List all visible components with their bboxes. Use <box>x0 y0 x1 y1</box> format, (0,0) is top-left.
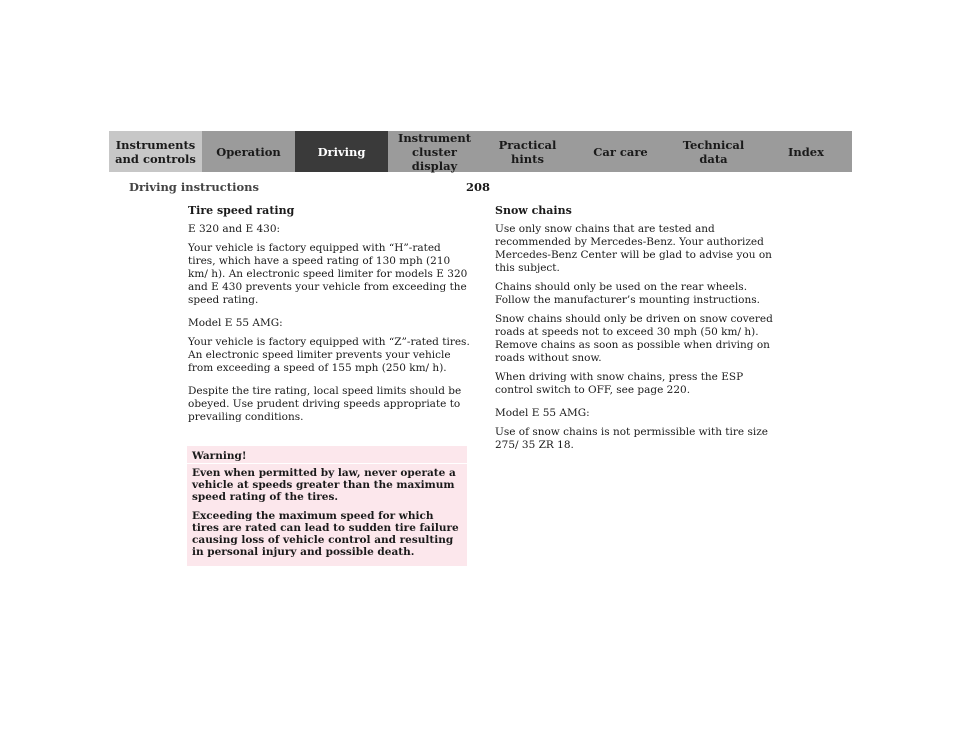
tab-index[interactable] <box>760 131 852 172</box>
tab-label: Technical data <box>682 137 745 166</box>
tab-practical-hints[interactable] <box>481 131 574 172</box>
left-column <box>188 204 470 430</box>
page-number: 208 <box>466 180 491 194</box>
paragraph: When driving with snow chains, press the ESP control switch to OFF, see page 220. <box>495 371 744 396</box>
warning-paragraph: Exceeding the maximum speed for which tires are rated can lead to sudden tire failure causing loss of vehicle control and resulting in personal injury and possible death. <box>192 510 459 558</box>
paragraph: Chains should only be used on the rear wheels. Follow the manufacturer’s mounting instructions. <box>495 281 760 306</box>
tab-label: Instrument cluster display <box>397 130 472 173</box>
tab-technical-data[interactable] <box>667 131 760 172</box>
tab-label: Operation <box>216 144 281 159</box>
paragraph: Model E 55 AMG: <box>188 317 283 329</box>
tab-car-care[interactable] <box>574 131 667 172</box>
paragraph: Your vehicle is factory equipped with “Z”-rated tires. An electronic speed limiter prevents your vehicle from exceeding a speed of 155 mph (250 km/ h). <box>188 336 470 374</box>
section-title: Driving instructions <box>129 180 259 194</box>
tab-instrument-cluster-display[interactable] <box>388 131 481 172</box>
tire-speed-heading: Tire speed rating <box>188 204 295 217</box>
tab-instruments-and-controls[interactable] <box>109 131 202 172</box>
warning-title: Warning! <box>192 450 247 462</box>
paragraph: Model E 55 AMG: <box>495 407 590 419</box>
paragraph: Use of snow chains is not permissible with tire size 275/ 35 ZR 18. <box>495 426 768 451</box>
warning-box <box>187 446 467 566</box>
tab-driving[interactable] <box>295 131 388 172</box>
snow-chains-heading: Snow chains <box>495 204 572 217</box>
warning-paragraph: Even when permitted by law, never operate a vehicle at speeds greater than the maximum speed rating of the tires. <box>192 467 456 503</box>
paragraph: Snow chains should only be driven on snow covered roads at speeds not to exceed 30 mph (50 km/ h). Remove chains as soon as possible when driving on roads without snow. <box>495 313 773 364</box>
paragraph: Use only snow chains that are tested and recommended by Mercedes-Benz. Your authorized Mercedes-Benz Center will be glad to advise you on this subject. <box>495 223 772 274</box>
paragraph: Despite the tire rating, local speed limits should be obeyed. Use prudent driving speeds appropriate to prevailing conditions. <box>188 385 462 423</box>
paragraph: Your vehicle is factory equipped with “H”-rated tires, which have a speed rating of 130 mph (210 km/ h). An electronic speed limiter for models E 320 and E 430 prevents your vehicle from exceeding the speed rating. <box>188 242 468 306</box>
tab-label: Driving <box>317 144 366 159</box>
tab-operation[interactable] <box>202 131 295 172</box>
right-column <box>495 204 780 458</box>
tab-label: Practical hints <box>498 137 557 166</box>
tab-label: Index <box>788 144 824 159</box>
chapter-nav <box>109 131 852 172</box>
paragraph: E 320 and E 430: <box>188 223 281 235</box>
tab-label: Instruments and controls <box>115 137 196 166</box>
tab-label: Car care <box>593 144 648 159</box>
